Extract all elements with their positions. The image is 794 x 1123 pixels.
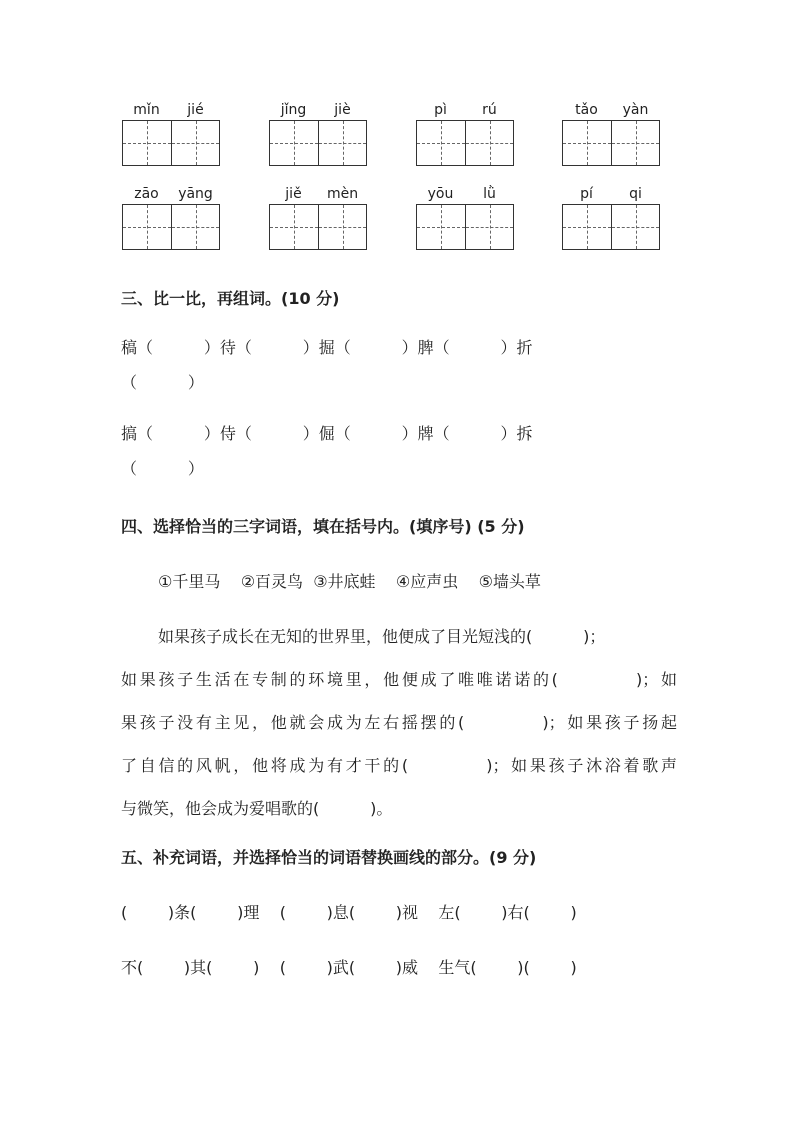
pinyin-label: mǐn (133, 102, 160, 118)
pinyin-grid-8 (562, 186, 660, 250)
pinyin-grid-6 (269, 186, 367, 250)
section-3-row-1[interactable]: 稿（ ）待（ ）掘（ ）脾（ ）折 (121, 338, 533, 357)
pinyin-label: jiě (285, 186, 302, 202)
word-options: ①千里马 ②百灵鸟 ③井底蛙 ④应声虫 ⑤墙头草 (158, 572, 541, 591)
section-5-row-1[interactable]: ( )条( )理 ( )息( )视 左( )右( ) (121, 903, 577, 922)
writing-cell[interactable] (465, 205, 513, 249)
pinyin-label: yāng (178, 186, 213, 202)
paragraph-line[interactable]: 了自信的风帆，他将成为有才干的( )；如果孩子沐浴着歌声 (121, 756, 677, 775)
writing-cell[interactable] (417, 121, 465, 165)
writing-cell[interactable] (171, 121, 219, 165)
paragraph-line[interactable]: 如果孩子生活在专制的环境里，他便成了唯唯诺诺的( )；如 (121, 670, 677, 689)
writing-cell[interactable] (123, 205, 171, 249)
writing-cell[interactable] (611, 121, 659, 165)
section-5-row-2[interactable]: 不( )其( ) ( )武( )威 生气( )( ) (121, 958, 577, 977)
writing-cell[interactable] (417, 205, 465, 249)
pinyin-label: yàn (622, 102, 649, 118)
section-4-heading: 四、选择恰当的三字词语，填在括号内。(填序号) (5 分) (121, 517, 525, 536)
writing-cell[interactable] (123, 121, 171, 165)
section-3-row-2-wrap[interactable]: （ ） (121, 459, 204, 478)
pinyin-grid-3 (416, 102, 514, 166)
pinyin-label: qi (629, 186, 642, 202)
pinyin-label: jié (187, 102, 204, 118)
writing-cell[interactable] (465, 121, 513, 165)
pinyin-label: pí (580, 186, 593, 202)
pinyin-label: zāo (134, 186, 159, 202)
pinyin-label: rú (482, 102, 497, 118)
writing-cell[interactable] (270, 205, 318, 249)
pinyin-grid-2 (269, 102, 367, 166)
paragraph-line[interactable]: 果孩子没有主见，他就会成为左右摇摆的( )；如果孩子扬起 (121, 713, 677, 732)
pinyin-label: yōu (427, 186, 454, 202)
pinyin-label: jiè (334, 102, 351, 118)
pinyin-grid-4 (562, 102, 660, 166)
writing-cell[interactable] (270, 121, 318, 165)
section-3-row-1-wrap[interactable]: （ ） (121, 373, 204, 392)
paragraph-line[interactable]: 与微笑，他会成为爱唱歌的( )。 (121, 799, 393, 818)
pinyin-label: pì (434, 102, 447, 118)
section-5-heading: 五、补充词语，并选择恰当的词语替换画线的部分。(9 分) (121, 848, 537, 867)
pinyin-label: lǜ (483, 186, 496, 202)
paragraph-line[interactable]: 如果孩子成长在无知的世界里，他便成了目光短浅的( )； (158, 627, 606, 646)
writing-cell[interactable] (611, 205, 659, 249)
pinyin-grid-1 (122, 102, 220, 166)
pinyin-grid-7 (416, 186, 514, 250)
writing-cell[interactable] (563, 121, 611, 165)
pinyin-grid-5 (122, 186, 220, 250)
writing-cell[interactable] (563, 205, 611, 249)
section-3-row-2[interactable]: 搞（ ）侍（ ）倔（ ）牌（ ）拆 (121, 424, 533, 443)
section-3-heading: 三、比一比，再组词。(10 分) (121, 289, 340, 308)
writing-cell[interactable] (318, 121, 366, 165)
writing-cell[interactable] (171, 205, 219, 249)
pinyin-label: jǐng (280, 102, 307, 118)
writing-cell[interactable] (318, 205, 366, 249)
fill-in-paragraph (121, 624, 677, 839)
pinyin-label: mèn (326, 186, 359, 202)
pinyin-label: tǎo (575, 102, 598, 118)
